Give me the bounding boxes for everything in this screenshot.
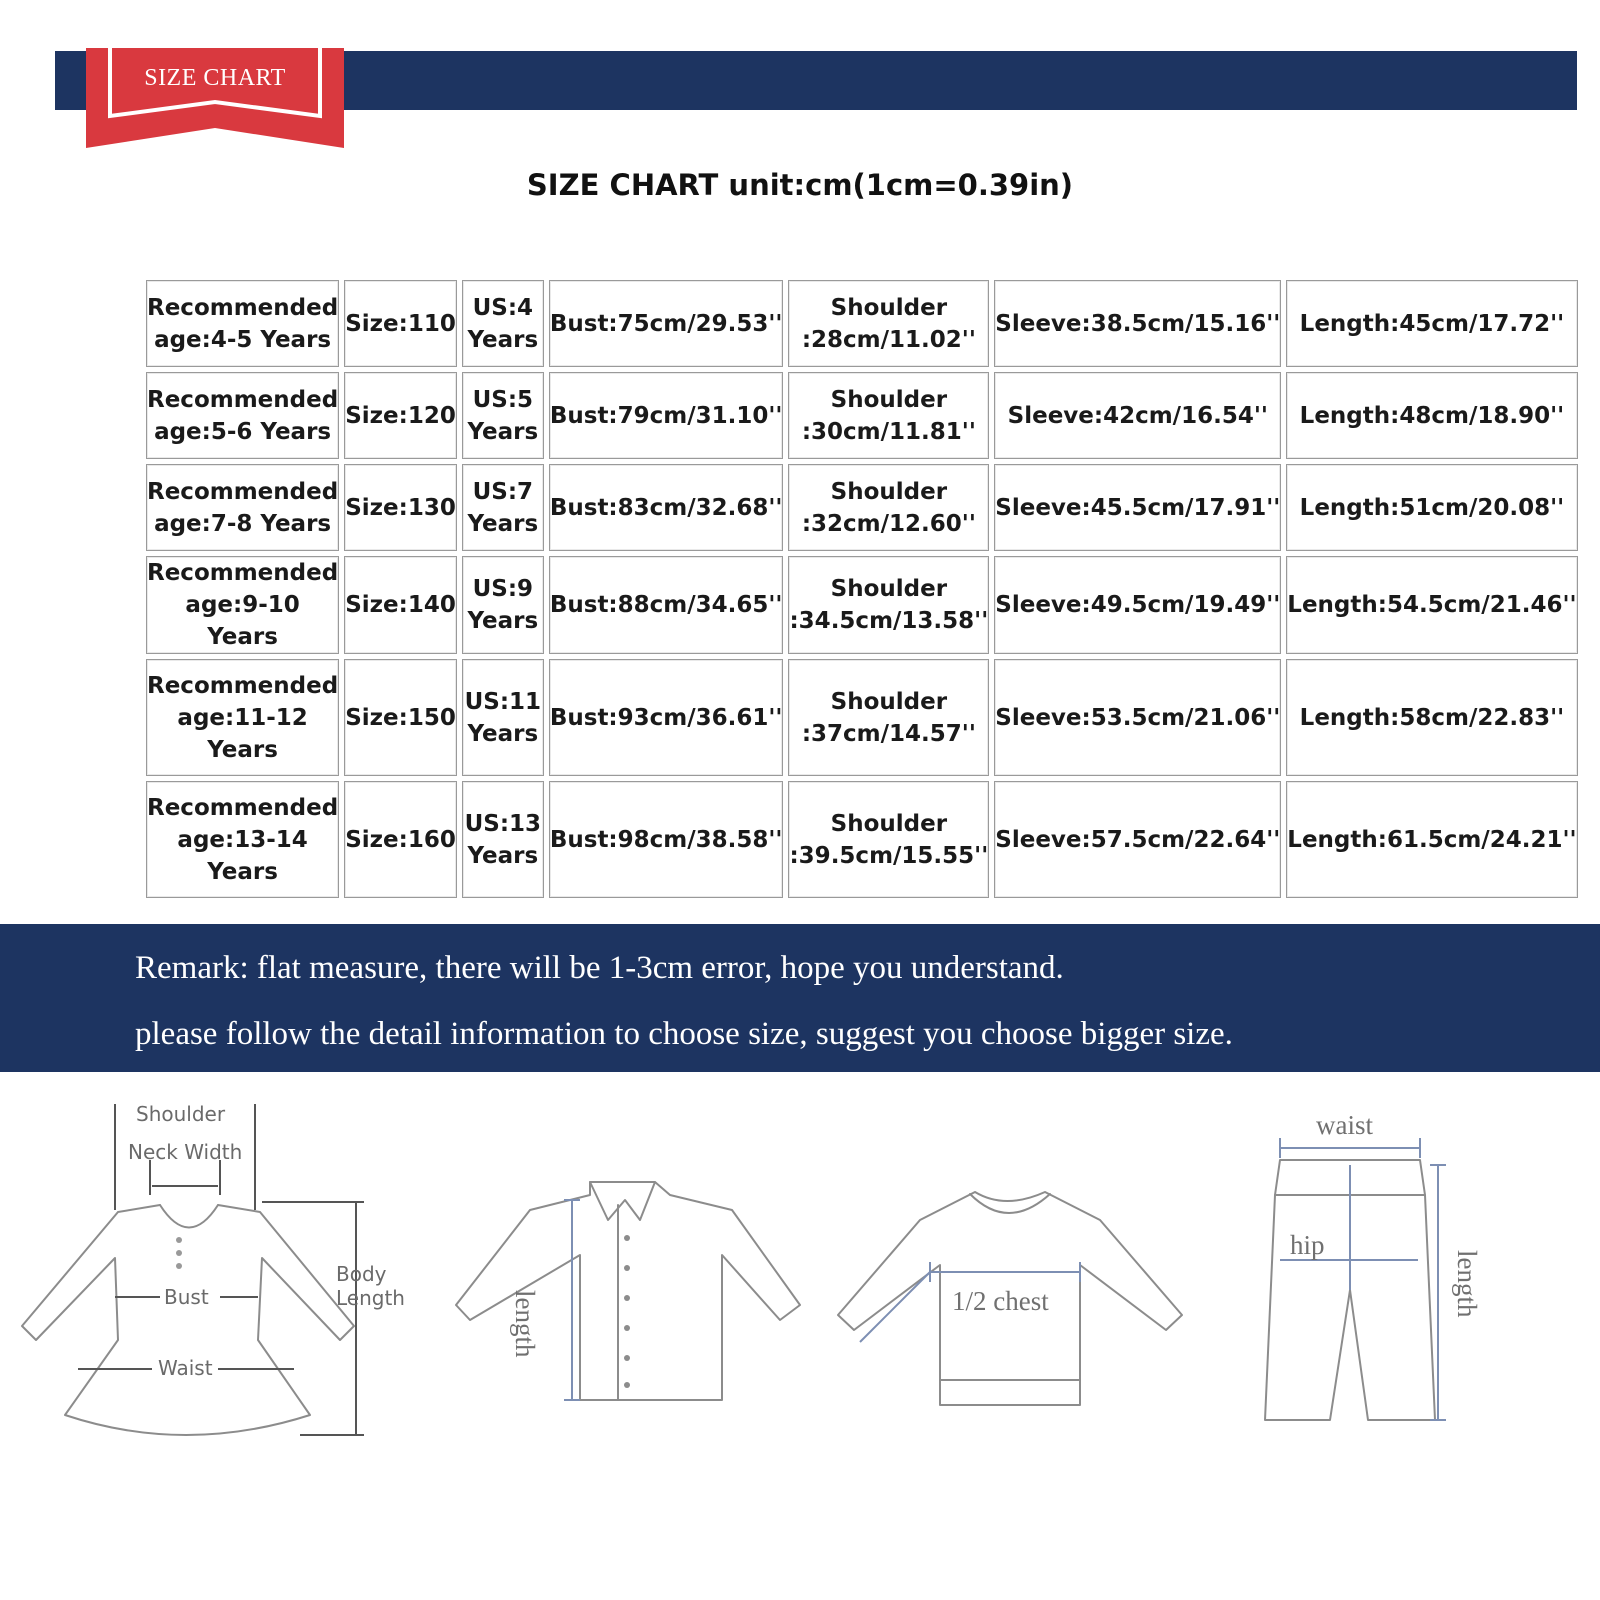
bust-cell: Bust:93cm/36.61'' — [549, 659, 784, 776]
length-cell: Length:45cm/17.72'' — [1286, 280, 1577, 367]
table-row — [146, 280, 1578, 367]
table-row — [146, 781, 1578, 898]
dress-diagram — [0, 1090, 430, 1450]
sweater-half-chest-label: 1/2 chest — [952, 1286, 1049, 1316]
sleeve-cell: Sleeve:53.5cm/21.06'' — [994, 659, 1281, 776]
length-cell: Length:51cm/20.08'' — [1286, 464, 1577, 551]
us-size-cell: US:11 Years — [462, 659, 544, 776]
ribbon-label: SIZE CHART — [144, 65, 286, 91]
age-cell: Recommended age:13-14 Years — [146, 781, 339, 898]
us-size-cell: US:7 Years — [462, 464, 544, 551]
sleeve-cell: Sleeve:42cm/16.54'' — [994, 372, 1281, 459]
table-row — [146, 372, 1578, 459]
shoulder-cell: Shoulder :34.5cm/13.58'' — [788, 556, 989, 654]
shoulder-cell: Shoulder :32cm/12.60'' — [788, 464, 989, 551]
shoulder-cell: Shoulder :37cm/14.57'' — [788, 659, 989, 776]
shirt-length-label: length — [510, 1290, 540, 1358]
sleeve-cell: Sleeve:38.5cm/15.16'' — [994, 280, 1281, 367]
age-cell: Recommended age:4-5 Years — [146, 280, 339, 367]
pants-diagram — [1250, 1110, 1510, 1440]
age-cell: Recommended age:11-12 Years — [146, 659, 339, 776]
sleeve-cell: Sleeve:57.5cm/22.64'' — [994, 781, 1281, 898]
dress-neck-width-label: Neck Width — [128, 1140, 243, 1164]
us-size-cell: US:13 Years — [462, 781, 544, 898]
us-size-cell: US:4 Years — [462, 280, 544, 367]
age-cell: Recommended age:5-6 Years — [146, 372, 339, 459]
shoulder-cell: Shoulder :30cm/11.81'' — [788, 372, 989, 459]
pants-length-label: length — [1452, 1250, 1482, 1318]
age-cell: Recommended age:7-8 Years — [146, 464, 339, 551]
pants-waist-label: waist — [1316, 1110, 1373, 1140]
sleeve-cell: Sleeve:45.5cm/17.91'' — [994, 464, 1281, 551]
table-row — [146, 464, 1578, 551]
remark-line-1: Remark: flat measure, there will be 1-3cm error, hope you understand. — [135, 950, 1064, 986]
us-size-cell: US:5 Years — [462, 372, 544, 459]
bust-cell: Bust:75cm/29.53'' — [549, 280, 784, 367]
age-cell: Recommended age:9-10 Years — [146, 556, 339, 654]
shirt-diagram — [450, 1170, 810, 1420]
size-cell: Size:160 — [344, 781, 457, 898]
length-cell: Length:48cm/18.90'' — [1286, 372, 1577, 459]
bust-cell: Bust:83cm/32.68'' — [549, 464, 784, 551]
size-cell: Size:120 — [344, 372, 457, 459]
bust-cell: Bust:88cm/34.65'' — [549, 556, 784, 654]
shoulder-cell: Shoulder :28cm/11.02'' — [788, 280, 989, 367]
pants-hip-label: hip — [1290, 1230, 1325, 1260]
table-row — [146, 659, 1578, 776]
shoulder-cell: Shoulder :39.5cm/15.55'' — [788, 781, 989, 898]
length-cell: Length:54.5cm/21.46'' — [1286, 556, 1577, 654]
bust-cell: Bust:98cm/38.58'' — [549, 781, 784, 898]
size-cell: Size:150 — [344, 659, 457, 776]
bust-cell: Bust:79cm/31.10'' — [549, 372, 784, 459]
us-size-cell: US:9 Years — [462, 556, 544, 654]
length-cell: Length:58cm/22.83'' — [1286, 659, 1577, 776]
table-row — [146, 556, 1578, 654]
dress-waist-label: Waist — [158, 1356, 213, 1380]
dress-bust-label: Bust — [164, 1285, 209, 1309]
size-table — [141, 275, 1583, 903]
size-cell: Size:110 — [344, 280, 457, 367]
size-cell: Size:140 — [344, 556, 457, 654]
dress-shoulder-label: Shoulder — [136, 1102, 226, 1126]
remark-line-2: please follow the detail information to choose size, suggest you choose bigger size. — [135, 1016, 1233, 1052]
sleeve-cell: Sleeve:49.5cm/19.49'' — [994, 556, 1281, 654]
dress-body-length-label: Body Length — [336, 1262, 405, 1310]
chart-title: SIZE CHART unit:cm(1cm=0.39in) — [526, 168, 1074, 202]
sweater-diagram — [830, 1180, 1190, 1420]
size-chart-ribbon — [86, 48, 344, 150]
size-cell: Size:130 — [344, 464, 457, 551]
length-cell: Length:61.5cm/24.21'' — [1286, 781, 1577, 898]
